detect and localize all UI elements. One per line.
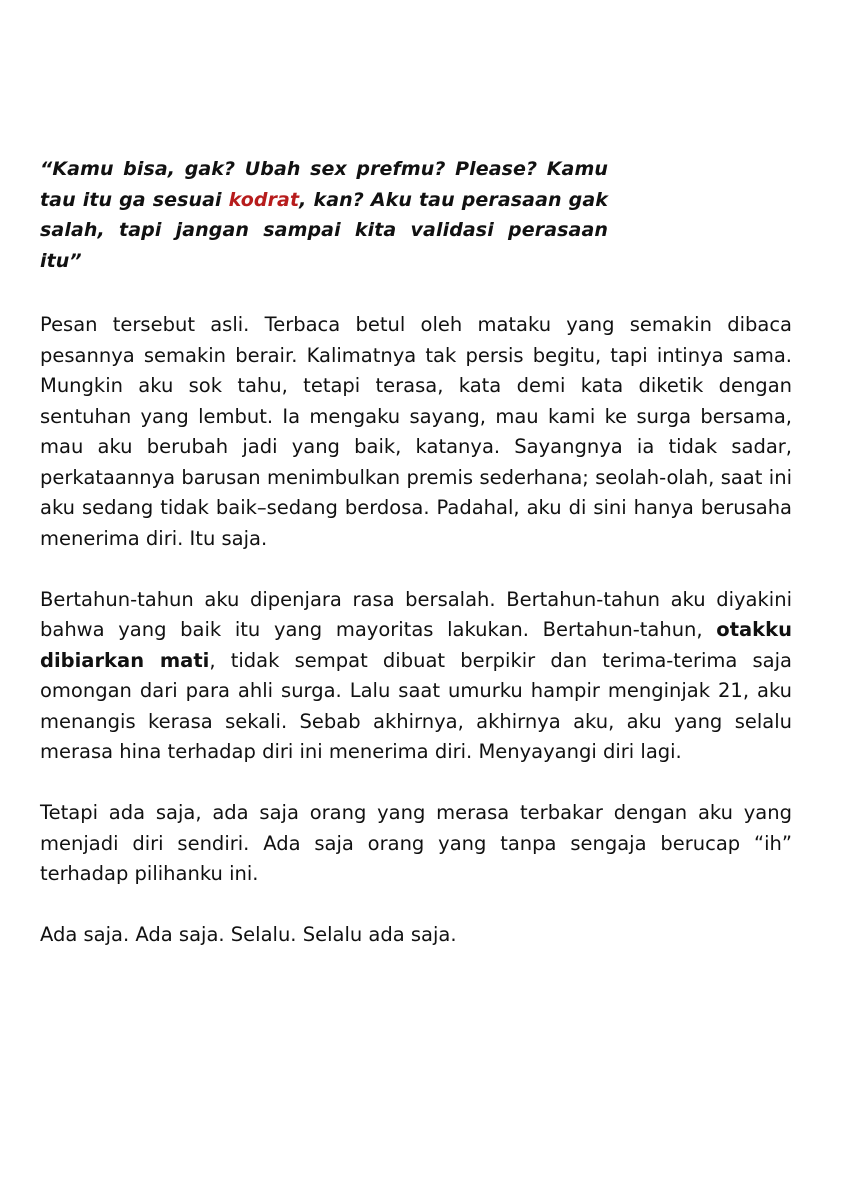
quote-text-end: , kan? Aku tau perasaan gak salah, tapi jangan sampai kita validasi perasaan itu”	[40, 188, 608, 272]
opening-quote	[40, 154, 608, 276]
quote-text-start: “Kamu bisa, gak? Ubah sex prefmu? Please? Kamu tau itu ga sesuai	[40, 158, 608, 211]
paragraph-2-bold: otakku dibiarkan mati	[40, 618, 792, 672]
paragraph-1: Pesan tersebut asli. Terbaca betul oleh mataku yang semakin dibaca pesannya semakin berair. Kalimatnya tak persis begitu, tapi intinya sama. Mungkin aku sok tahu, tetapi terasa, kata demi kata diketik dengan sentuhan yang lembut. Ia mengaku sayang, mau kami ke surga bersama, mau aku berubah jadi yang baik, katanya. Sayangnya ia tidak sadar, perkataannya barusan menimbulkan premis sederhana; seolah-olah, saat ini aku sedang tidak baik–sedang berdosa. Padahal, aku di sini hanya berusaha menerima diri. Itu saja.	[40, 313, 792, 550]
paragraph-2-start: Bertahun-tahun aku dipenjara rasa bersalah. Bertahun-tahun aku diyakini bahwa yang baik itu yang mayoritas lakukan. Bertahun-tahun,	[40, 587, 792, 641]
paragraph-4: Ada saja. Ada saja. Selalu. Selalu ada saja.	[40, 923, 457, 946]
paragraph-2-end: , tidak sempat dibuat berpikir dan terima-terima saja omongan dari para ahli surga. Lalu saat umurku hampir menginjak 21, aku menangis kerasa sekali. Sebab akhirnya, akhirnya aku, aku yang selalu merasa hina terhadap diri ini menerima diri. Menyayangi diri lagi.	[40, 648, 792, 763]
body-text	[40, 310, 792, 981]
paragraph-3: Tetapi ada saja, ada saja orang yang merasa terbakar dengan aku yang menjadi diri sendiri. Ada saja orang yang tanpa sengaja berucap “ih” terhadap pilihanku ini.	[40, 801, 792, 885]
paragraph-2	[40, 585, 792, 768]
quote-highlight-kodrat: kodrat	[228, 188, 300, 211]
